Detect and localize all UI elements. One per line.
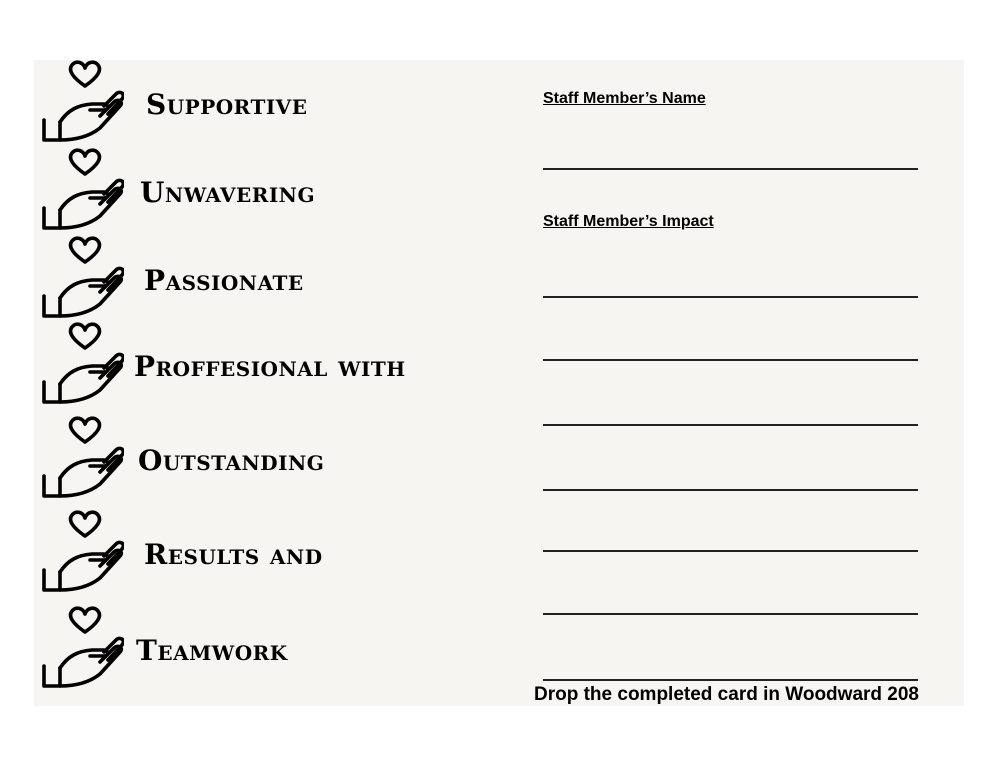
impact-write-line[interactable] bbox=[543, 550, 918, 552]
value-word: Teamwork bbox=[136, 634, 288, 667]
recognition-card bbox=[34, 60, 964, 706]
heart-hand-icon bbox=[38, 236, 124, 322]
value-row-results bbox=[34, 510, 504, 600]
drop-off-instructions: Drop the completed card in Woodward 208 bbox=[534, 684, 919, 705]
impact-write-line[interactable] bbox=[543, 489, 918, 491]
heart-hand-icon bbox=[38, 148, 124, 234]
heart-hand-icon bbox=[38, 606, 124, 692]
name-label: Staff Member’s Name bbox=[543, 90, 706, 107]
value-row-teamwork bbox=[34, 606, 504, 696]
heart-hand-icon bbox=[38, 60, 124, 146]
value-word: Unwavering bbox=[140, 176, 316, 209]
value-word: Supportive bbox=[146, 88, 308, 121]
heart-hand-icon bbox=[38, 322, 124, 408]
heart-hand-icon bbox=[38, 416, 124, 502]
value-word: Passionate bbox=[144, 264, 304, 297]
impact-write-line[interactable] bbox=[543, 296, 918, 298]
impact-write-line[interactable] bbox=[543, 359, 918, 361]
value-row-supportive bbox=[34, 60, 504, 150]
impact-write-line[interactable] bbox=[543, 679, 918, 681]
impact-write-line[interactable] bbox=[543, 613, 918, 615]
impact-write-line[interactable] bbox=[543, 424, 918, 426]
value-word: Outstanding bbox=[138, 444, 325, 477]
value-word: Proffesional with bbox=[134, 350, 406, 383]
value-row-unwavering bbox=[34, 148, 504, 238]
name-write-line[interactable] bbox=[543, 168, 918, 170]
value-row-outstanding bbox=[34, 416, 504, 506]
value-word: Results and bbox=[144, 538, 323, 571]
value-row-professional bbox=[34, 322, 504, 412]
heart-hand-icon bbox=[38, 510, 124, 596]
value-row-passionate bbox=[34, 236, 504, 326]
impact-label: Staff Member’s Impact bbox=[543, 213, 714, 230]
